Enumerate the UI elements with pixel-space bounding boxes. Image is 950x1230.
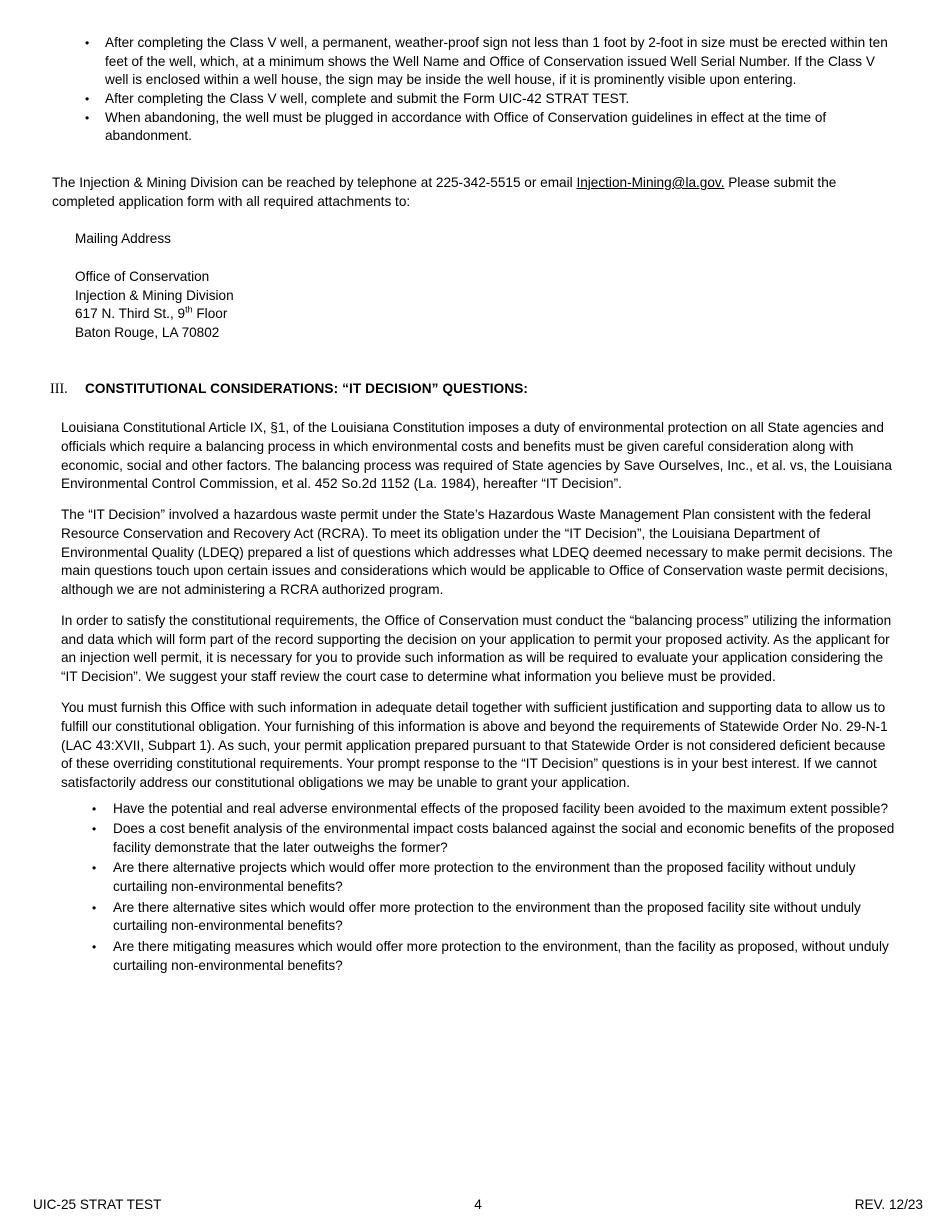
list-item: [92, 938, 897, 975]
list-item-text: After completing the Class V well, complete and submit the Form UIC-42 STRAT TEST.: [105, 90, 630, 106]
list-item: [85, 34, 897, 90]
list-item-text: Are there alternative sites which would offer more protection to the environment than the proposed facility site without unduly curtailing non-environmental benefits?: [113, 899, 861, 934]
bullet-icon: •: [92, 900, 97, 915]
list-item: [92, 820, 897, 857]
ordinal-superscript: th: [185, 304, 193, 315]
list-item: [92, 800, 897, 819]
section-title: CONSTITUTIONAL CONSIDERATIONS: “IT DECISION” QUESTIONS:: [85, 380, 529, 396]
bullet-icon: •: [85, 110, 90, 125]
page-footer: [33, 1196, 923, 1215]
list-item: [85, 109, 897, 146]
bullet-icon: •: [92, 940, 97, 955]
list-item: [85, 90, 897, 109]
email-link[interactable]: Injection-Mining@la.gov.: [576, 174, 725, 190]
list-item-text: After completing the Class V well, a permanent, weather-proof sign not less than 1 foot by 2-foot in size must be erected within ten feet of the well, which, at a minimum shows the Well Name and Office of Conservation issued Well Serial Number. If the Class V well is enclosed within a well house, the sign may be inside the well house, if it is prominently visible upon entering.: [105, 35, 888, 88]
list-item: [92, 859, 897, 896]
class-v-well-requirements-list: [52, 34, 897, 146]
list-item-text: Does a cost benefit analysis of the environmental impact costs balanced against the social and economic benefits of the proposed facility demonstrate that the later outweighs the former?: [113, 821, 895, 855]
footer-document-id: UIC-25 STRAT TEST: [33, 1197, 162, 1212]
address-line-office: Office of Conservation: [75, 268, 210, 284]
it-decision-questions-list: [52, 800, 897, 976]
address-line-city: Baton Rouge, LA 70802: [75, 324, 220, 340]
bullet-icon: •: [92, 822, 97, 837]
footer-revision: REV. 12/23: [854, 1197, 923, 1212]
list-item: [92, 899, 897, 936]
section-heading: [50, 380, 897, 399]
bullet-icon: •: [85, 91, 90, 106]
contact-text-before-email: The Injection & Mining Division can be reached by telephone at 225-342-5515 or email: [52, 174, 577, 190]
list-item-text: Have the potential and real adverse environmental effects of the proposed facility been avoided to the maximum extent possible?: [113, 800, 889, 816]
address-line-street: 617 N. Third St., 9th Floor: [75, 304, 228, 322]
section-paragraph: The “IT Decision” involved a hazardous waste permit under the State’s Hazardous Waste Management Plan consistent with the federal Resource Conservation and Recovery Act (RCRA). To meet its obligation under the “IT Decision”, the Louisiana Department of Environmental Quality (LDEQ) prepared a list of questions which addresses what LDEQ deemed necessary to make permit decisions. The main questions touch upon certain issues and considerations which would be applicable to Office of Conservation waste permit decisions, although we are not administering a RCRA authorized program.: [61, 507, 893, 597]
bullet-icon: •: [92, 861, 97, 876]
list-item-text: Are there mitigating measures which would offer more protection to the environment, than the facility as proposed, without unduly curtailing non-environmental benefits?: [113, 939, 889, 973]
mailing-address-block: [75, 268, 897, 343]
bullet-icon: •: [92, 801, 97, 816]
section-paragraph: You must furnish this Office with such information in adequate detail together with sufficient justification and supporting data to allow us to fulfill our constitutional obligation. Your furnishing of this information is above and beyond the requirements of Statewide Order No. 29-N-1 (LAC 43:XVII, Subpart 1). As such, your permit application prepared pursuant to that Statewide Order is not considered deficient because of these overriding constitutional requirements. Your prompt response to the “IT Decision” questions is in your best interest. If we cannot satisfactorily address our constitutional obligations we may be unable to grant your application.: [61, 700, 888, 790]
contact-paragraph: [52, 174, 897, 211]
list-item-text: When abandoning, the well must be plugged in accordance with Office of Conservation guidelines in effect at the time of abandonment.: [105, 109, 827, 144]
mailing-address-label: Mailing Address: [75, 231, 171, 247]
bullet-icon: •: [85, 36, 90, 50]
contact-text-after-email: Please submit the completed application form with all required attachments to:: [52, 174, 837, 209]
section-numeral: III.: [50, 380, 68, 397]
address-line-division: Injection & Mining Division: [75, 287, 234, 303]
section-paragraph: In order to satisfy the constitutional requirements, the Office of Conservation must conduct the “balancing process” utilizing the information and data which will form part of the record supporting the decision on your application to permit your proposed activity. As the applicant for an injection well permit, it is necessary for you to provide such information as will be required to evaluate your application considering the “IT Decision”. We suggest your staff review the court case to determine what information you believe must be provided.: [61, 613, 892, 685]
list-item-text: Are there alternative projects which would offer more protection to the environment than the proposed facility without unduly curtailing non-environmental benefits?: [113, 860, 856, 895]
section-paragraph: Louisiana Constitutional Article IX, §1, of the Louisiana Constitution imposes a duty of environmental protection on all State agencies and officials which require a balancing process in which environmental costs and benefits must be given careful consideration along with economic, social and other factors. The balancing process was required of State agencies by Save Ourselves, Inc., et al. vs, the Louisiana Environmental Control Commission, et al. 452 So.2d 1152 (La. 1984), hereafter “IT Decision”.: [61, 420, 892, 492]
footer-page-number: 4: [474, 1197, 482, 1212]
